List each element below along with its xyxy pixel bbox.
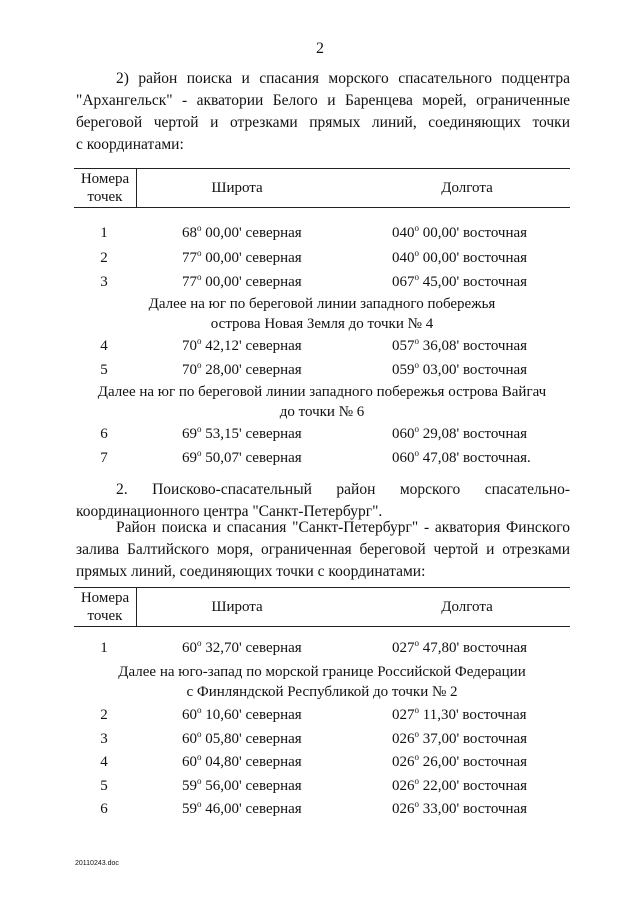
latitude-degrees: 60 [182, 707, 197, 723]
latitude-value [182, 798, 302, 821]
longitude-degrees: 026 [392, 777, 415, 794]
longitude-minutes: 47,80' восточная [419, 640, 528, 656]
degree-mark: o [197, 775, 202, 786]
point-number: 6 [100, 801, 108, 817]
text-line: с координатами: [76, 136, 184, 153]
degree-mark: o [414, 728, 419, 739]
longitude-degrees: 027 [392, 640, 415, 656]
longitude-degrees: 026 [392, 801, 415, 817]
degree-mark: o [414, 448, 419, 458]
latitude-degrees: 59 [182, 777, 197, 794]
point-number: 3 [100, 730, 108, 747]
point-number: 5 [100, 777, 108, 794]
latitude-minutes: 00,00' северная [201, 249, 302, 266]
latitude-value [182, 637, 302, 660]
degree-mark: o [414, 775, 419, 786]
table-row [74, 637, 570, 659]
longitude-degrees: 060 [392, 426, 415, 442]
longitude-minutes: 00,00' восточная [419, 249, 528, 266]
column-header-longitude: Долгота [441, 180, 493, 196]
note-line: с Финляндской Республикой до точки № 2 [186, 684, 458, 700]
degree-mark: o [414, 752, 419, 762]
longitude-degrees: 027 [392, 707, 415, 723]
point-number: 6 [100, 426, 108, 442]
longitude-degrees: 026 [392, 754, 415, 770]
longitude-value [392, 637, 527, 660]
longitude-minutes: 03,00' восточная [419, 362, 528, 378]
note-line: Далее на юг по береговой линии западного побережья острова Вайгач [97, 384, 547, 400]
note-line: до точки № 6 [279, 404, 365, 420]
degree-mark: o [414, 705, 419, 715]
point-number: 1 [100, 640, 108, 656]
header-text: точек [87, 189, 123, 205]
column-header-latitude: Широта [211, 599, 263, 615]
point-number: 3 [100, 274, 108, 290]
latitude-value [182, 728, 302, 751]
latitude-minutes: 00,00' северная [201, 225, 302, 241]
latitude-value [182, 423, 302, 446]
longitude-value [392, 222, 527, 245]
longitude-minutes: 47,08' восточная. [419, 450, 531, 466]
table-row [74, 335, 570, 357]
longitude-minutes: 29,08' восточная [419, 426, 528, 442]
latitude-degrees: 59 [182, 801, 197, 817]
latitude-minutes: 10,60' северная [201, 707, 302, 723]
latitude-minutes: 00,00' северная [201, 274, 302, 290]
latitude-minutes: 53,15' северная [201, 426, 302, 442]
text-line: береговой чертой и отрезками прямых линий, соединяющих точки [76, 114, 570, 131]
text-line: Район поиска и спасания "Санкт-Петербург" - акватория Финского [116, 519, 570, 536]
latitude-value [182, 222, 302, 245]
table-row [74, 798, 570, 820]
table-row [74, 704, 570, 726]
degree-mark: o [414, 360, 419, 370]
column-header-latitude: Широта [211, 180, 263, 196]
longitude-value [392, 335, 527, 358]
longitude-minutes: 00,00' восточная [419, 225, 528, 241]
longitude-degrees: 060 [392, 450, 415, 466]
longitude-degrees: 026 [392, 730, 415, 747]
latitude-degrees: 69 [182, 450, 197, 466]
header-text: Номера [80, 590, 130, 606]
page-number: 2 [316, 40, 324, 57]
degree-mark: o [414, 799, 419, 809]
latitude-degrees: 70 [182, 362, 197, 378]
degree-mark: o [414, 336, 419, 346]
table-row [74, 359, 570, 381]
degree-mark: o [197, 638, 202, 648]
degree-mark: o [197, 799, 202, 809]
degree-mark: o [197, 247, 202, 258]
longitude-minutes: 36,08' восточная [419, 338, 528, 354]
longitude-minutes: 11,30' восточная [419, 707, 527, 723]
degree-mark: o [197, 223, 202, 233]
column-header-number [74, 169, 137, 207]
longitude-minutes: 26,00' восточная [419, 754, 528, 770]
longitude-value [392, 271, 527, 294]
latitude-degrees: 77 [182, 274, 197, 290]
longitude-degrees: 057 [392, 338, 415, 354]
longitude-value [392, 798, 527, 821]
table-row [74, 271, 570, 293]
longitude-degrees: 040 [392, 225, 415, 241]
column-header-number [74, 588, 137, 626]
text-line: прямых линий, соединяющих точки с координатами: [76, 563, 426, 580]
table-row [74, 222, 570, 244]
table-row [74, 775, 570, 797]
latitude-degrees: 69 [182, 426, 197, 442]
note-line: Далее на юго-запад по морской границе Российской Федерации [118, 664, 526, 680]
degree-mark: o [414, 223, 419, 233]
latitude-value [182, 247, 302, 270]
latitude-minutes: 28,00' северная [201, 362, 302, 378]
table-row [74, 728, 570, 750]
text-line: 2. Поисково-спасательный район морского спасательно- [116, 481, 570, 498]
latitude-value [182, 775, 302, 798]
table-row [74, 751, 570, 773]
route-note [74, 382, 570, 422]
latitude-value [182, 751, 302, 774]
degree-mark: o [414, 424, 419, 434]
longitude-minutes: 45,00' восточная [419, 274, 528, 290]
point-number: 7 [100, 450, 108, 466]
point-number: 4 [100, 754, 108, 770]
note-line: острова Новая Земля до точки № 4 [210, 316, 434, 332]
latitude-minutes: 42,12' северная [201, 338, 302, 354]
longitude-value [392, 247, 527, 270]
latitude-minutes: 50,07' северная [201, 450, 302, 466]
latitude-minutes: 46,00' северная [201, 801, 302, 817]
point-number: 5 [100, 362, 108, 378]
degree-mark: o [197, 752, 202, 762]
latitude-degrees: 77 [182, 249, 197, 266]
latitude-minutes: 04,80' северная [201, 754, 302, 770]
note-line: Далее на юг по береговой линии западного побережья [148, 296, 496, 312]
longitude-degrees: 067 [392, 274, 415, 290]
route-note [74, 662, 570, 702]
longitude-value [392, 423, 527, 446]
latitude-degrees: 60 [182, 730, 197, 747]
degree-mark: o [414, 247, 419, 258]
longitude-value [392, 751, 527, 774]
header-text: Номера [80, 171, 130, 187]
degree-mark: o [197, 728, 202, 739]
latitude-degrees: 70 [182, 338, 197, 354]
longitude-minutes: 33,00' восточная [419, 801, 528, 817]
latitude-degrees: 68 [182, 225, 197, 241]
latitude-value [182, 359, 302, 382]
degree-mark: o [197, 360, 202, 370]
longitude-degrees: 040 [392, 249, 415, 266]
degree-mark: o [197, 705, 202, 715]
degree-mark: o [197, 272, 202, 282]
degree-mark: o [197, 336, 202, 346]
table-row [74, 447, 570, 469]
latitude-minutes: 56,00' северная [201, 777, 302, 794]
degree-mark: o [414, 272, 419, 282]
table-row [74, 423, 570, 445]
paragraph-arkhangelsk-intro [76, 68, 570, 156]
column-header-longitude: Долгота [441, 599, 493, 615]
text-line: "Архангельск" - акватории Белого и Баренцева морей, ограниченные [76, 92, 570, 109]
latitude-value [182, 271, 302, 294]
longitude-value [392, 775, 527, 798]
route-note [74, 294, 570, 334]
text-line: 2) район поиска и спасания морского спасательного подцентра [116, 70, 570, 87]
longitude-value [392, 359, 527, 382]
latitude-degrees: 60 [182, 640, 197, 656]
longitude-minutes: 22,00' восточная [419, 777, 528, 794]
table-row [74, 247, 570, 269]
point-number: 4 [100, 338, 108, 354]
longitude-value [392, 704, 527, 727]
degree-mark: o [197, 448, 202, 458]
text-line: координационного центра "Санкт-Петербург". [76, 503, 383, 520]
longitude-value [392, 447, 531, 470]
latitude-minutes: 05,80' северная [201, 730, 302, 747]
latitude-value [182, 704, 302, 727]
latitude-degrees: 60 [182, 754, 197, 770]
file-name-footer: 20110243.doc [75, 860, 119, 867]
longitude-minutes: 37,00' восточная [419, 730, 528, 747]
header-text: точек [87, 608, 123, 624]
paragraph-spb-region [76, 517, 570, 583]
table2-header [74, 587, 570, 627]
point-number: 1 [100, 225, 108, 241]
longitude-degrees: 059 [392, 362, 415, 378]
text-line: залива Балтийского моря, ограниченная береговой чертой и отрезками [76, 541, 570, 558]
latitude-value [182, 447, 302, 470]
point-number: 2 [100, 707, 108, 723]
longitude-value [392, 728, 527, 751]
latitude-value [182, 335, 302, 358]
degree-mark: o [197, 424, 202, 434]
point-number: 2 [100, 249, 108, 266]
degree-mark: o [414, 638, 419, 648]
table1-header [74, 168, 570, 208]
latitude-minutes: 32,70' северная [201, 640, 302, 656]
